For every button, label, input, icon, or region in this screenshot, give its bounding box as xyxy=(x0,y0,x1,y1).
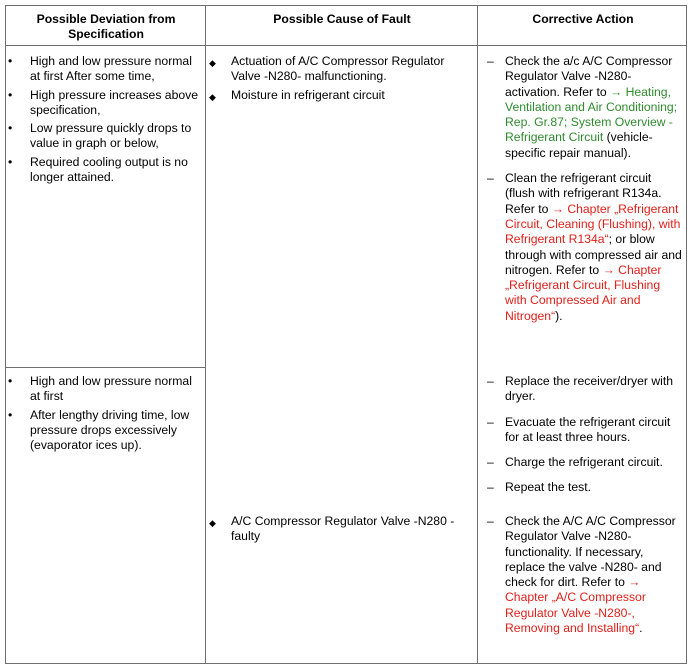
diamond-icon: ◆ xyxy=(209,518,216,528)
list-item: • Low pressure quickly drops to value in graph or below, xyxy=(8,121,192,151)
action-list-1 xyxy=(483,54,683,334)
list-item: – Charge the refrigerant circuit. xyxy=(487,455,663,470)
diamond-icon: ◆ xyxy=(209,58,216,68)
list-item: ◆ Actuation of A/C Compressor Regulator Valve -N280- malfunctioning. xyxy=(209,54,445,84)
deviation-list-2 xyxy=(8,374,200,456)
bullet-icon: • xyxy=(8,374,13,388)
cause-list-1 xyxy=(209,54,471,106)
header-deviation: Possible Deviation from Specification xyxy=(36,12,176,41)
chapter-link-flushing-r134a[interactable]: → Chapter „Refrigerant Circuit, Cleaning (Flushing), with Refrigerant R134a“ xyxy=(505,201,681,247)
deviation-list-1 xyxy=(8,54,200,188)
list-item: • High and low pressure normal at first After some time, xyxy=(8,54,192,84)
bullet-icon: • xyxy=(8,154,13,169)
cause-list-2 xyxy=(209,514,471,548)
chapter-link-regulator-valve[interactable]: → Chapter „A/C Compressor Regulator Valve -N280-, Removing and Installing“ xyxy=(505,575,646,636)
header-cause: Possible Cause of Fault xyxy=(273,12,411,26)
chapter-link-flushing-air[interactable]: → Chapter „Refrigerant Circuit, Flushing with Compressed Air and Nitrogen“ xyxy=(505,262,662,323)
list-item: – Check the a/c A/C Compressor Regulator Valve -N280- activation. Refer to → Heating, Ventilation and Air Conditioning; Rep. Gr.87; System Overview - Refrigerant Circuit (vehicle-specific repair manual). xyxy=(487,54,678,160)
bullet-icon: • xyxy=(8,87,13,102)
list-item: – Replace the receiver/dryer with dryer. xyxy=(487,374,673,404)
list-item: • High and low pressure normal at first xyxy=(8,374,192,404)
dash-icon: – xyxy=(487,374,494,388)
list-item: • After lengthy driving time, low pressure drops excessively (evaporator ices up). xyxy=(8,407,190,453)
action-list-2 xyxy=(483,374,683,506)
column-divider xyxy=(205,6,206,663)
dash-icon: – xyxy=(487,480,494,495)
fault-table xyxy=(5,5,687,664)
dash-icon: – xyxy=(487,54,494,68)
list-item: – Clean the refrigerant circuit (flush with refrigerant R134a. Refer to → Chapter „Refrigerant Circuit, Cleaning (Flushing), with Refrigerant R134a“; or blow through with compressed air and nitrogen. Refer to → Chapter „Refrigerant Circuit, Flushing with Compressed Air and Nitrogen“). xyxy=(487,171,682,323)
header-divider xyxy=(6,45,686,46)
bullet-icon: • xyxy=(8,121,13,136)
row-divider xyxy=(6,367,205,368)
list-item: ◆ Moisture in refrigerant circuit xyxy=(209,88,471,103)
dash-icon: – xyxy=(487,455,494,470)
header-action: Corrective Action xyxy=(532,12,634,26)
column-divider xyxy=(477,6,478,663)
bullet-icon: • xyxy=(8,54,13,68)
dash-icon: – xyxy=(487,414,494,429)
action-list-3 xyxy=(483,514,683,646)
repair-manual-link[interactable]: → Heating, Ventilation and Air Conditioning; Rep. Gr.87; System Overview - Refrigerant Circuit xyxy=(505,84,678,145)
list-item: • High pressure increases above specification, xyxy=(8,87,199,117)
list-item: • Required cooling output is no longer attained. xyxy=(8,154,188,185)
dash-icon: – xyxy=(487,171,494,186)
list-item: – Repeat the test. xyxy=(487,480,592,495)
bullet-icon: • xyxy=(8,407,13,422)
diamond-icon: ◆ xyxy=(209,91,216,102)
list-item: – Evacuate the refrigerant circuit for at least three hours. xyxy=(487,414,671,444)
list-item: – Check the A/C A/C Compressor Regulator Valve -N280- functionality. If necessary, replace the valve -N280- and check for dirt. Refer to → Chapter „A/C Compressor Regulator Valve -N280-, Removing and Installing“. xyxy=(487,514,676,636)
dash-icon: – xyxy=(487,514,494,528)
list-item: ◆ A/C Compressor Regulator Valve -N280 - faulty xyxy=(209,514,455,544)
